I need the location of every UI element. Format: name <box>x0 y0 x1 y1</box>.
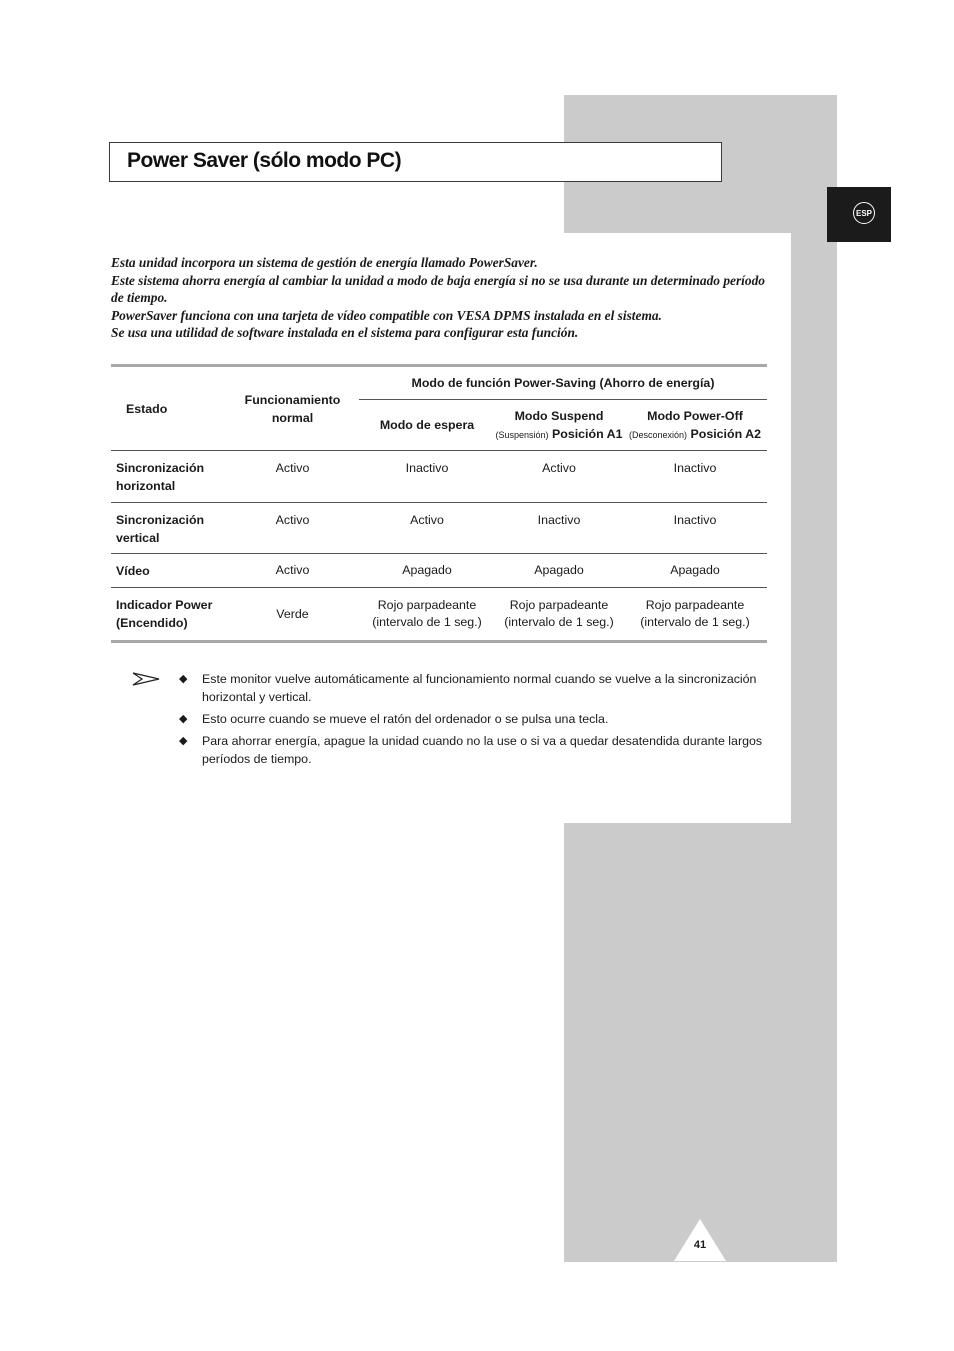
power-saving-table <box>111 364 767 643</box>
header-off-pos: Posición A2 <box>690 426 761 441</box>
header-suspend-pos: Posición A1 <box>552 426 623 441</box>
table-row <box>111 588 767 642</box>
cell-off: Rojo parpadeante (intervalo de 1 seg.) <box>640 598 750 629</box>
header-off-label: Modo Power-Off <box>647 408 743 423</box>
diamond-bullet-icon: ◆ <box>179 735 188 747</box>
row-label: Sincronización horizontal <box>116 461 205 493</box>
header-espera: Modo de espera <box>379 418 475 432</box>
notes-section <box>132 670 772 772</box>
note-item <box>132 732 772 768</box>
language-badge: ESP <box>853 202 875 224</box>
note-item <box>132 670 772 706</box>
cell-normal: Activo <box>275 563 310 577</box>
cell-espera: Rojo parpadeante (intervalo de 1 seg.) <box>372 598 482 629</box>
header-off <box>623 400 767 451</box>
title-box <box>109 142 722 182</box>
note-text: Para ahorrar energía, apague la unidad cuando no la use o si va a quedar desatendida durante largos períodos de tiempo. <box>202 734 763 766</box>
cell-normal: Activo <box>275 461 310 475</box>
cell-normal: Verde <box>276 606 309 621</box>
note-text: Esto ocurre cuando se mueve el ratón del ordenador o se pulsa una tecla. <box>202 712 609 726</box>
page-number: 41 <box>693 1239 707 1251</box>
cell-suspend: Inactivo <box>537 513 581 527</box>
cell-off: Inactivo <box>673 513 717 527</box>
cell-espera: Inactivo <box>405 461 449 475</box>
diamond-bullet-icon: ◆ <box>179 713 188 725</box>
row-label: Indicador Power (Encendido) <box>116 598 213 630</box>
header-suspend-label: Modo Suspend <box>514 408 604 423</box>
intro-line: Este sistema ahorra energía al cambiar la unidad a modo de baja energía si no se usa durante un determinado período de tiempo. <box>111 272 765 305</box>
table-row <box>111 554 767 588</box>
note-item <box>132 710 772 728</box>
intro-line: Esta unidad incorpora un sistema de gestión de energía llamado PowerSaver. <box>111 255 538 270</box>
header-off-small: (Desconexión) <box>629 429 688 440</box>
diamond-bullet-icon: ◆ <box>179 673 188 685</box>
cell-espera: Apagado <box>402 563 452 577</box>
header-suspend <box>495 400 623 451</box>
cell-off: Inactivo <box>673 461 717 475</box>
cell-suspend: Activo <box>542 461 576 475</box>
cell-normal: Activo <box>275 513 310 527</box>
cell-espera: Activo <box>410 513 444 527</box>
cell-suspend: Rojo parpadeante (intervalo de 1 seg.) <box>504 598 614 629</box>
intro-text <box>111 254 771 342</box>
header-power-saving-group: Modo de función Power-Saving (Ahorro de energía) <box>359 366 767 400</box>
cell-suspend: Apagado <box>534 563 584 577</box>
table-row <box>111 503 767 554</box>
intro-line: PowerSaver funciona con una tarjeta de vídeo compatible con VESA DPMS instalada en el sistema. <box>111 307 662 323</box>
row-label: Vídeo <box>116 563 150 578</box>
intro-line: Se usa una utilidad de software instalada en el sistema para configurar esta función. <box>111 325 579 340</box>
note-text: Este monitor vuelve automáticamente al funcionamiento normal cuando se vuelve a la sincronización horizontal y vertical. <box>202 672 757 704</box>
table-row <box>111 451 767 503</box>
header-estado: Estado <box>111 366 226 451</box>
header-normal: Funcionamiento normal <box>226 366 359 451</box>
row-label: Sincronización vertical <box>116 513 205 545</box>
header-suspend-small: (Suspensión) <box>495 429 549 440</box>
cell-off: Apagado <box>670 563 720 577</box>
page-title: Power Saver (sólo modo PC) <box>127 149 402 172</box>
page-number-badge <box>674 1219 726 1261</box>
